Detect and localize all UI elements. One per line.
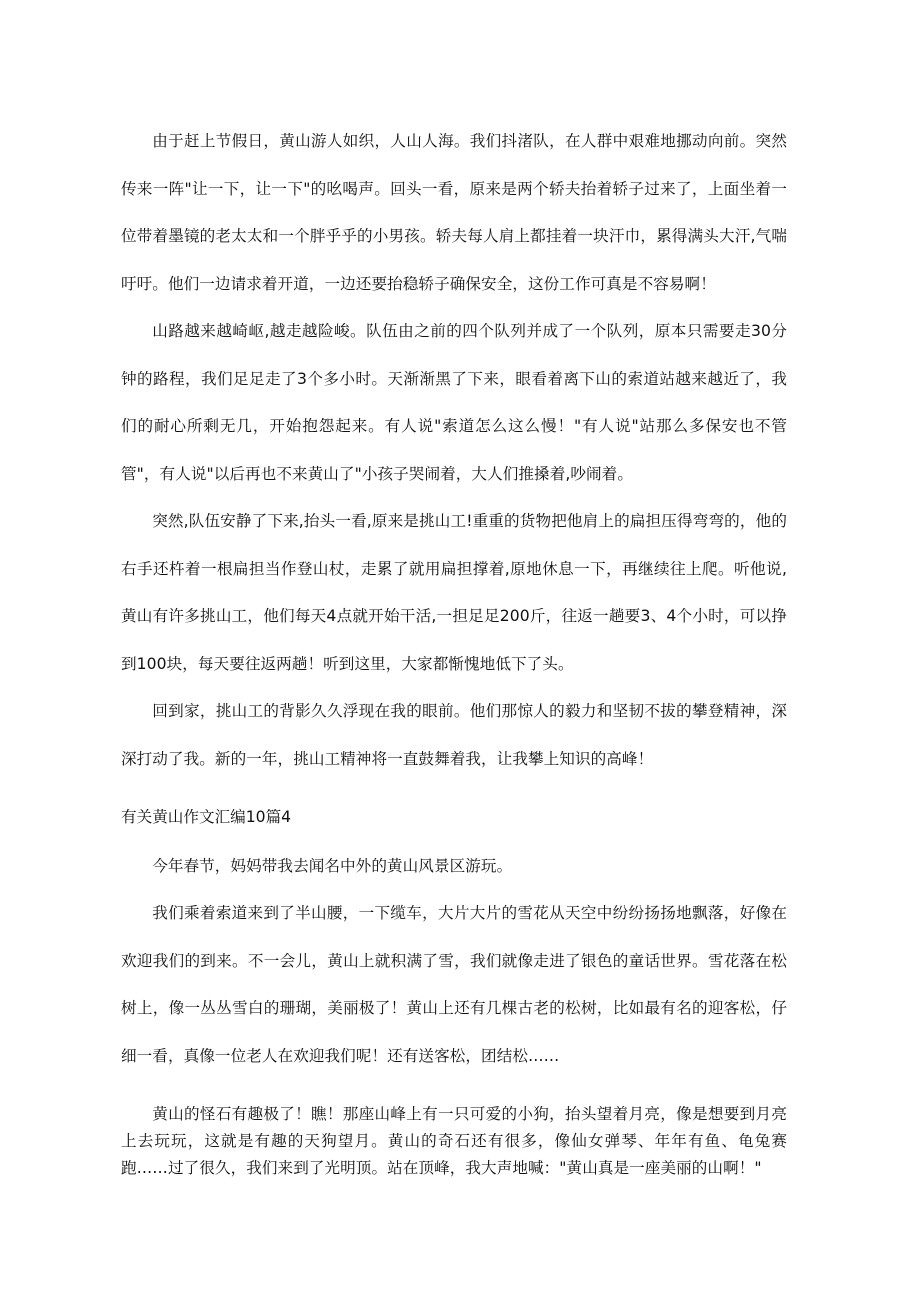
section-heading: 有关黄山作文汇编10篇4 xyxy=(121,808,292,826)
paragraph-porter: 突然,队伍安静了下来,抬头一看,原来是挑山工!重重的货物把他肩上的扁担压得弯弯的，他的右手还杵着一根扁担当作登山杖，走累了就用扁担撑着,原地休息一下，再继续往上爬。听他说,黄山有许多挑山工，他们每天4点就开始干活,一担足足200斤，往返一趟要3、4个小时，可以挣到100块，每天要往返两趟！听到这里，大家都惭愧地低下了头。 xyxy=(121,512,787,673)
paragraph-strange-rocks: 黄山的怪石有趣极了！瞧！那座山峰上有一只可爱的小狗，抬头望着月亮，像是想要到月亮上去玩玩，这就是有趣的天狗望月。黄山的奇石还有很多，像仙女弹琴、年年有鱼、龟兔赛跑……过了很久，我们来到了光明顶。站在顶峰，我大声地喊："黄山真是一座美丽的山啊！" xyxy=(121,1105,787,1177)
paragraph-mountain-road: 山路越来越崎岖,越走越险峻。队伍由之前的四个队列并成了一个队列，原本只需要走30分钟的路程，我们足足走了3个多小时。天渐渐黑了下来，眼看着离下山的索道站越来越近了，我们的耐心所剩无几，开始抱怨起来。有人说"索道怎么这么慢！"有人说"站那么多保安也不管管"，有人说"以后再也不来黄山了"小孩子哭闹着，大人们推搡着,吵闹着。 xyxy=(121,322,787,483)
paragraph-cable-car-snow: 我们乘着索道来到了半山腰，一下缆车，大片大片的雪花从天空中纷纷扬扬地飘落，好像在欢迎我们的到来。不一会儿，黄山上就积满了雪，我们就像走进了银色的童话世界。雪花落在松树上，像一丛丛雪白的珊瑚，美丽极了！黄山上还有几棵古老的松树，比如最有名的迎客松，仔细一看，真像一位老人在欢迎我们呢！还有送客松，团结松…… xyxy=(121,904,787,1065)
paragraph-spring-festival: 今年春节，妈妈带我去闻名中外的黄山风景区游玩。 xyxy=(152,857,513,875)
paragraph-sedan-carriers: 由于赶上节假日，黄山游人如织，人山人海。我们抖渚队，在人群中艰难地挪动向前。突然传来一阵"让一下，让一下"的吆喝声。回头一看，原来是两个轿夫抬着轿子过来了，上面坐着一位带着墨镜的老太太和一个胖乎乎的小男孩。轿夫每人肩上都挂着一块汗巾，累得满头大汗,气喘吁吁。他们一边请求着开道，一边还要抬稳轿子确保安全，这份工作可真是不容易啊！ xyxy=(121,132,787,293)
paragraph-back-home: 回到家，挑山工的背影久久浮现在我的眼前。他们那惊人的毅力和坚韧不拔的攀登精神，深深打动了我。新的一年，挑山工精神将一直鼓舞着我，让我攀上知识的高峰！ xyxy=(121,702,787,768)
